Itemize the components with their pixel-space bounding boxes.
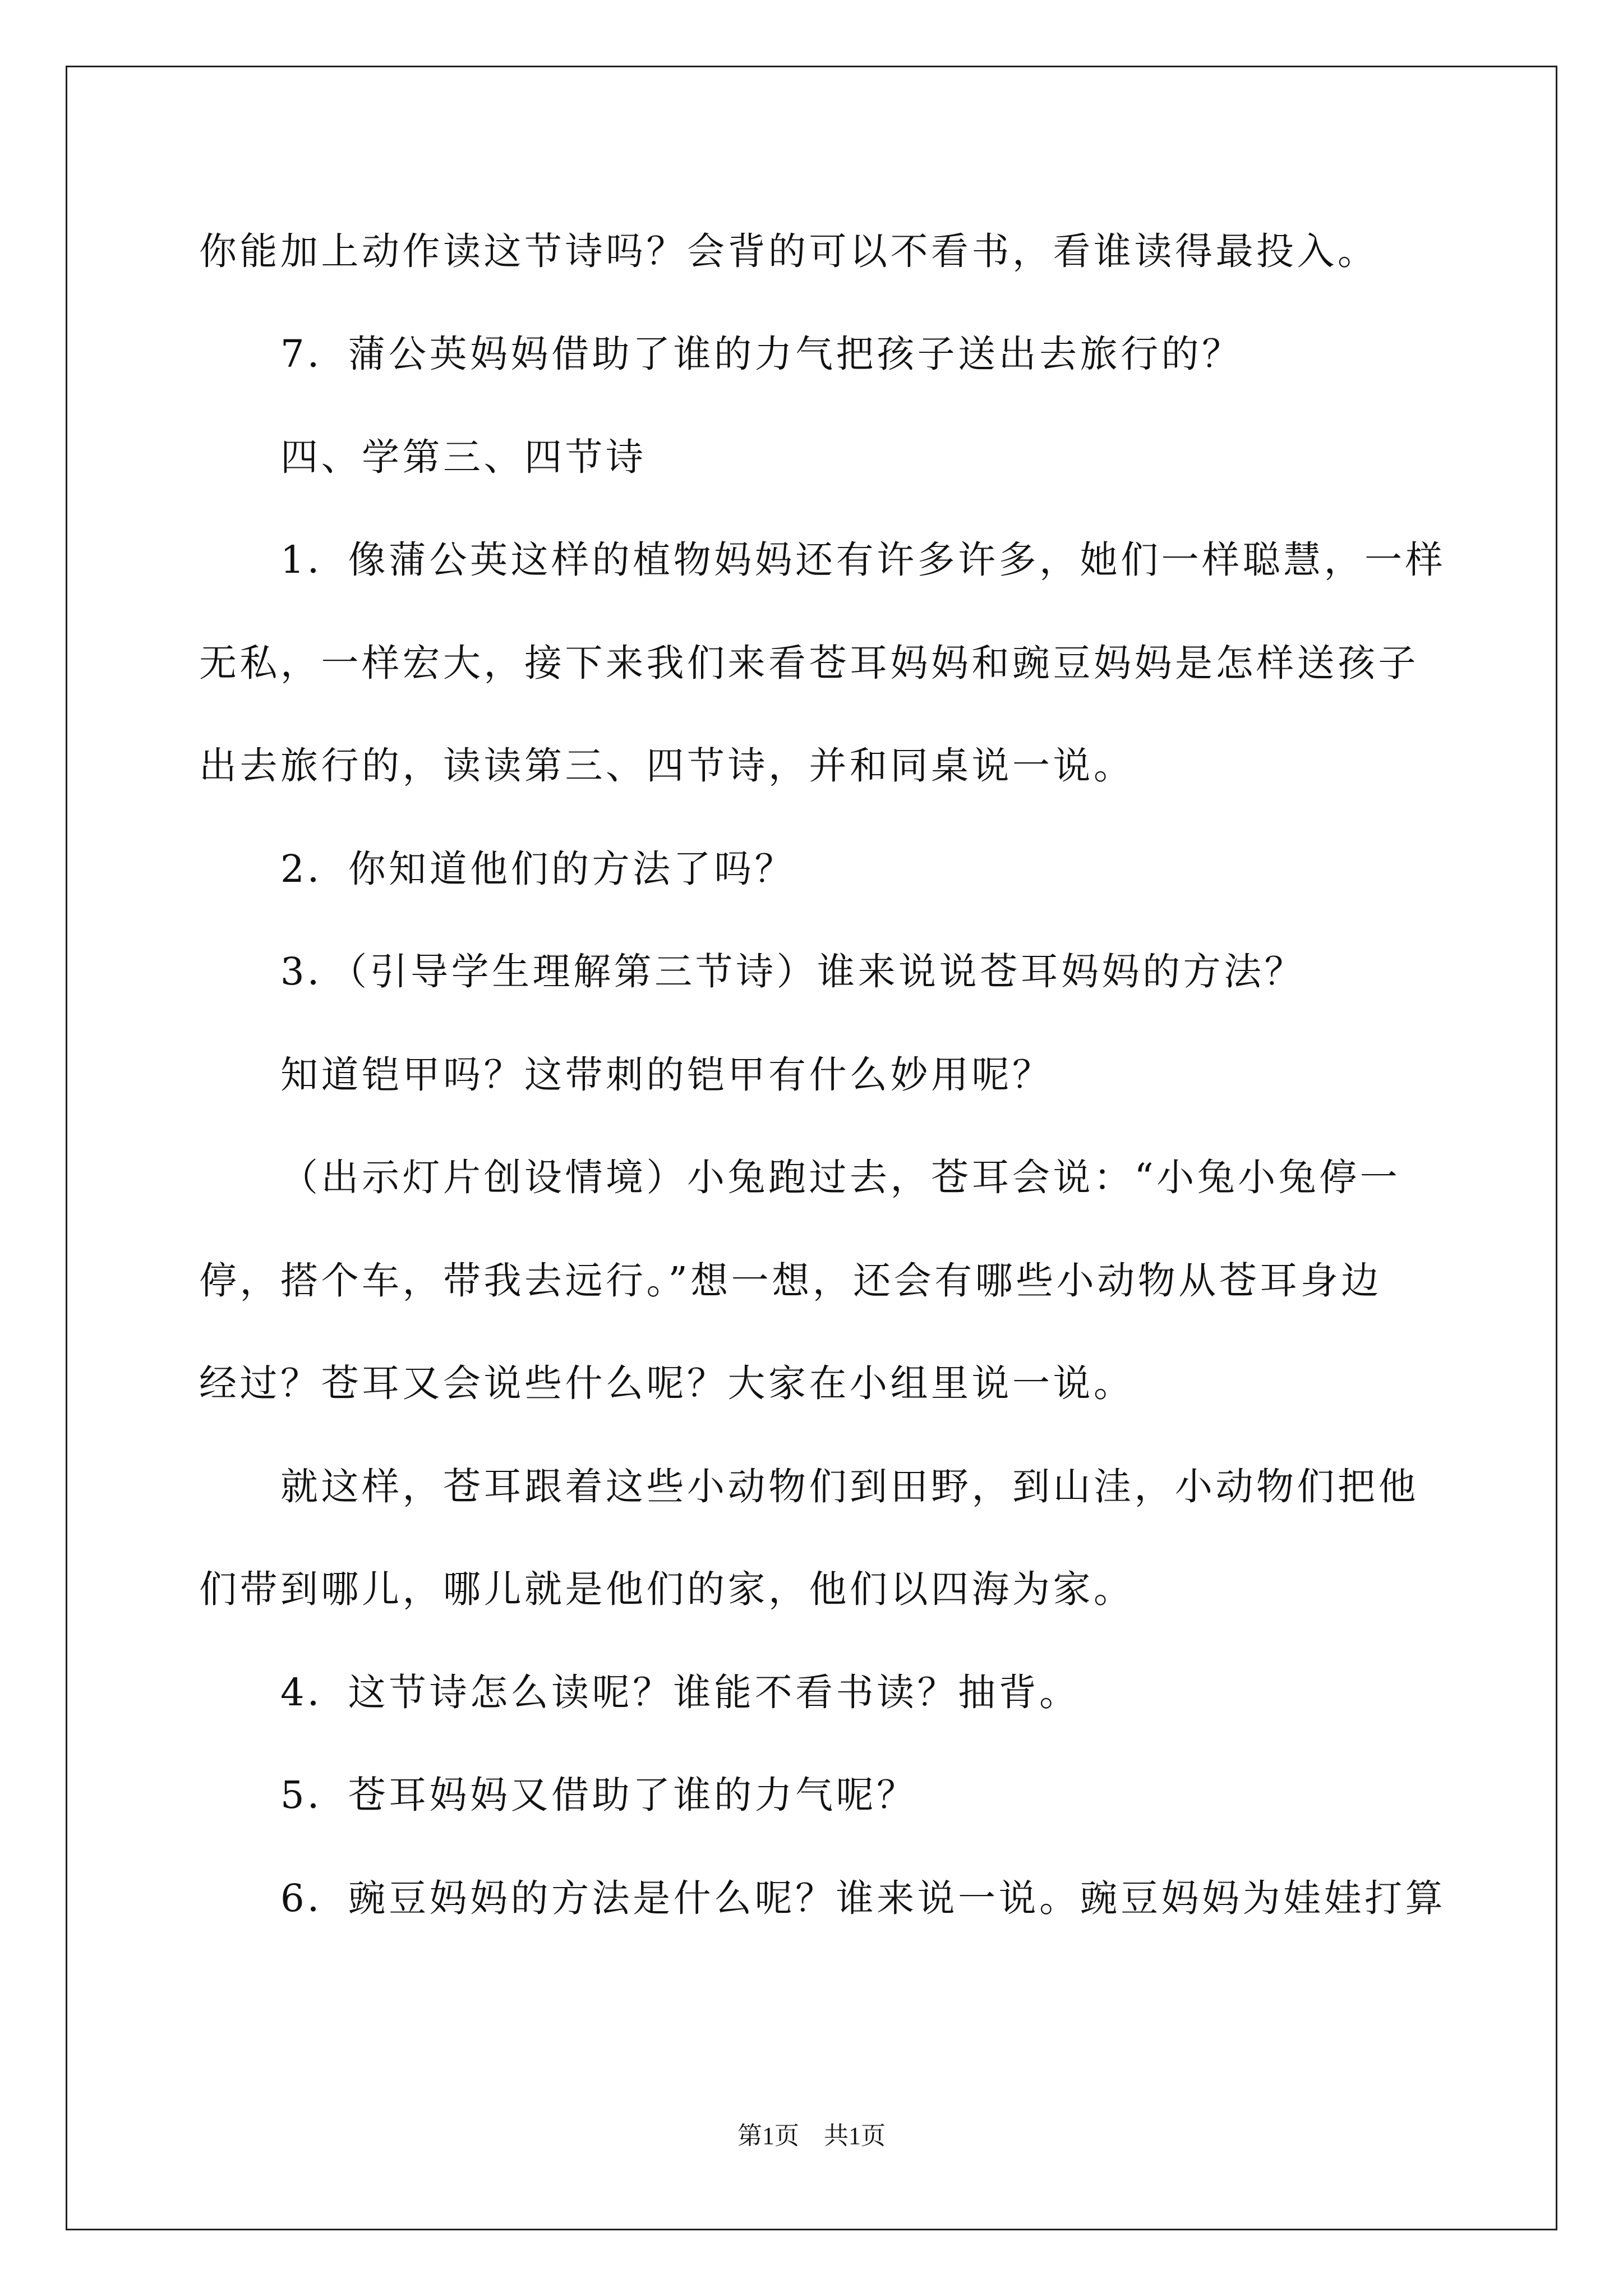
paragraph-line: 3．（引导学生理解第三节诗）谁来说说苍耳妈妈的方法？ bbox=[280, 950, 1306, 993]
paragraph-line: 你能加上动作读这节诗吗？会背的可以不看书，看谁读得最投入。 bbox=[199, 229, 1378, 273]
paragraph-line: 7．蒲公英妈妈借助了谁的力气把孩子送出去旅行的？ bbox=[280, 332, 1243, 376]
section-heading: 四、学第三、四节诗 bbox=[280, 435, 647, 479]
paragraph-line: 就这样，苍耳跟着这些小动物们到田野，到山洼，小动物们把他 bbox=[280, 1465, 1419, 1508]
paragraph-line: 出去旅行的，读读第三、四节诗，并和同桌说一说。 bbox=[199, 744, 1135, 788]
paragraph-line: 5．苍耳妈妈又借助了谁的力气呢？ bbox=[280, 1773, 917, 1817]
paragraph-line: 6．豌豆妈妈的方法是什么呢？谁来说一说。豌豆妈妈为娃娃打算 bbox=[280, 1876, 1446, 1920]
paragraph-line: 1．像蒲公英这样的植物妈妈还有许多许多，她们一样聪慧，一样 bbox=[280, 538, 1446, 582]
paragraph-line: 经过？苍耳又会说些什么呢？大家在小组里说一说。 bbox=[199, 1361, 1135, 1405]
paragraph-line: 停，搭个车，带我去远行。”想一想，还会有哪些小动物从苍耳身边 bbox=[199, 1259, 1382, 1303]
paragraph-line: 4．这节诗怎么读呢？谁能不看书读？抽背。 bbox=[280, 1671, 1080, 1714]
page-number-footer: 第1页 共1页 bbox=[737, 2122, 886, 2150]
paragraph-line: （出示灯片创设情境）小兔跑过去，苍耳会说：“小兔小兔停一 bbox=[280, 1156, 1401, 1199]
paragraph-line: 们带到哪儿，哪儿就是他们的家，他们以四海为家。 bbox=[199, 1567, 1135, 1611]
paragraph-line: 无私，一样宏大，接下来我们来看苍耳妈妈和豌豆妈妈是怎样送孩子 bbox=[199, 641, 1419, 685]
paragraph-line: 知道铠甲吗？这带刺的铠甲有什么妙用呢？ bbox=[280, 1053, 1053, 1097]
paragraph-line: 2．你知道他们的方法了吗？ bbox=[280, 847, 796, 891]
